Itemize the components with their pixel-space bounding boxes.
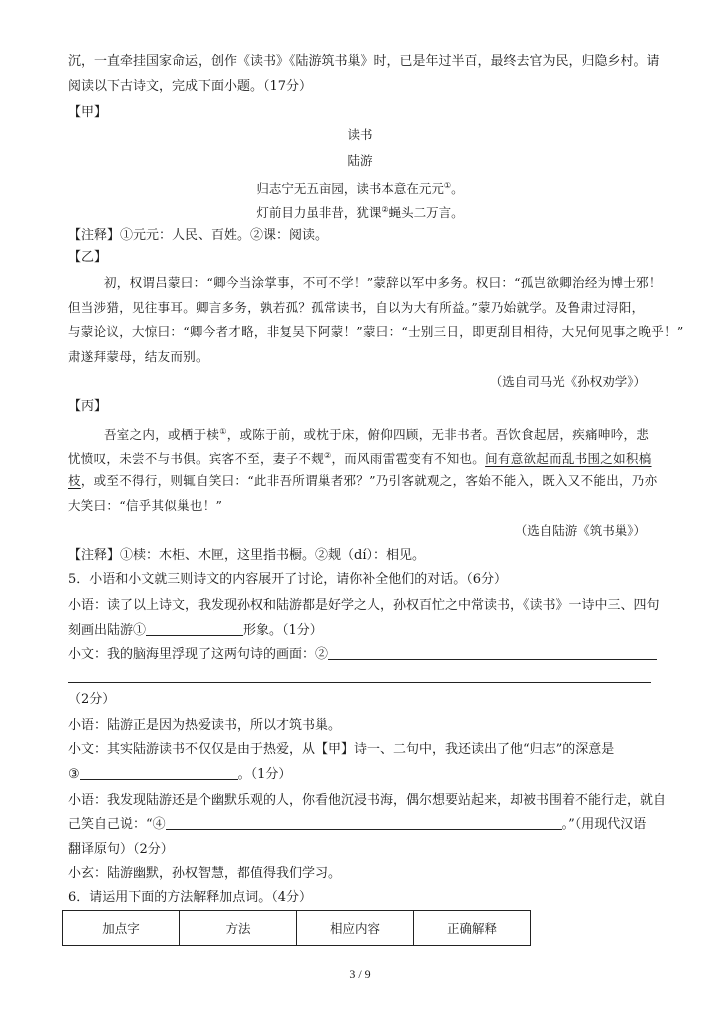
bing-text-line-3: 枝，或至不得行，则辄自笑曰：“此非吾所谓巢者邪？”乃引客就观之，客始不能入，既入又不能出，乃亦 [68, 473, 658, 488]
bing-text-line-2: 忧愤叹，未尝不与书俱。宾客不至，妻子不觌②，而风雨雷雹变有不知也。间有意欲起而乱书围之如积槁 [68, 451, 652, 467]
section-label-bing: 【丙】 [68, 399, 108, 414]
yi-text-line-3: 与蒙论议，大惊曰：“卿今者才略，非复吴下阿蒙！”蒙曰：“士别三日，即更刮目相待，大兄何见事之晚乎！” [68, 324, 684, 339]
bing-annotation: 【注释】①椟：木柜、木匣，这里指书橱。②觌（dí）：相见。 [68, 548, 425, 563]
table-header-cell: 加点字 [63, 911, 180, 946]
dialogue-line-3: 小文：我的脑海里浮现了这两句诗的画面：② [68, 645, 657, 665]
poem-author: 陆游 [347, 153, 373, 168]
yi-text-line-1: 初，权谓吕蒙曰：“卿今当涂掌事，不可不学！”蒙辞以军中多务。权曰：“孤岂欲卿治经为博士邪！ [104, 275, 662, 290]
question-5-stem: 5．小语和小文就三则诗文的内容展开了讨论，请你补全他们的对话。（6分） [68, 572, 508, 587]
method-table [62, 910, 531, 946]
answer-blank-4[interactable] [166, 815, 562, 830]
dialogue-line-5: 小语：陆游正是因为热爱读书，所以才筑书巢。 [68, 718, 342, 733]
dialogue-line-4: （2分） [68, 692, 116, 707]
yi-text-line-2: 但当涉猎，见往事耳。卿言多务，孰若孤？孤常读书，自以为大有所益。”蒙乃始就学。及鲁肃过浔阳， [68, 300, 645, 315]
answer-blank-3[interactable] [80, 765, 238, 780]
answer-blank-2-continued[interactable] [68, 682, 651, 683]
dialogue-line-11: 小玄：陆游幽默，孙权智慧，都值得我们学习。 [68, 866, 342, 881]
answer-blank-1[interactable] [146, 621, 243, 636]
page-number: 3 / 9 [349, 967, 371, 981]
dialogue-line-6: 小文：其实陆游读书不仅仅是由于热爱，从【甲】诗一、二句中，我还读出了他“归志”的深意是 [68, 742, 615, 757]
dialogue-line-9: 己笑自己说：“④ 。”（用现代汉语 [68, 817, 647, 832]
dialogue-line-10: 翻译原句）（2分） [68, 842, 174, 857]
dialogue-line-7: ③ 。（1分） [68, 767, 292, 782]
jia-annotation: 【注释】①元元：人民、百姓。②课：阅读。 [68, 228, 329, 243]
intro-line-2: 阅读以下古诗文，完成下面小题。（17分） [68, 79, 313, 94]
table-header-cell: 方法 [180, 911, 297, 946]
underlined-phrase: 间有意欲起而乱书围之如积槁 [485, 451, 652, 467]
table-header-cell: 相应内容 [297, 911, 414, 946]
yi-source: （选自司马光《孙权劝学》） [489, 374, 646, 389]
poem-line-1: 归志宁无五亩园，读书本意在元元①。 [256, 181, 464, 197]
intro-line-1: 沉，一直牵挂国家命运，创作《读书》《陆游筑书巢》时，已是年过半百，最终去官为民，归隐乡村。请 [68, 54, 660, 69]
table-header-cell: 正确解释 [414, 911, 531, 946]
bing-text-line-4: 大笑曰：“信乎其似巢也！” [68, 498, 223, 513]
dialogue-line-1: 小语：读了以上诗文，我发现孙权和陆游都是好学之人，孙权百忙之中常读书，《读书》一诗中三、四句 [68, 598, 660, 613]
answer-blank-2[interactable] [328, 645, 657, 660]
poem-line-2: 灯前目力虽非昔，犹课②蝇头二万言。 [256, 205, 464, 221]
table-header-row [63, 911, 531, 946]
question-6-stem: 6．请运用下面的方法解释加点词。（4分） [68, 890, 313, 905]
yi-text-line-4: 肃遂拜蒙母，结友而别。 [68, 349, 209, 364]
bing-text-line-1: 吾室之内，或栖于椟①，或陈于前，或枕于床，俯仰四顾，无非书者。吾饮食起居，疾痛呻吟，悲 [104, 427, 650, 443]
dialogue-line-2: 刻画出陆游① 形象。（1分） [68, 623, 323, 638]
bing-source: （选自陆游《筑书巢》） [514, 523, 646, 538]
dialogue-line-8: 小语：我发现陆游还是个幽默乐观的人，你看他沉浸书海，偶尔想要站起来，却被书围着不能行走，就自 [68, 793, 667, 808]
poem-title: 读书 [347, 127, 373, 142]
section-label-jia: 【甲】 [68, 105, 108, 120]
section-label-yi: 【乙】 [68, 250, 108, 265]
